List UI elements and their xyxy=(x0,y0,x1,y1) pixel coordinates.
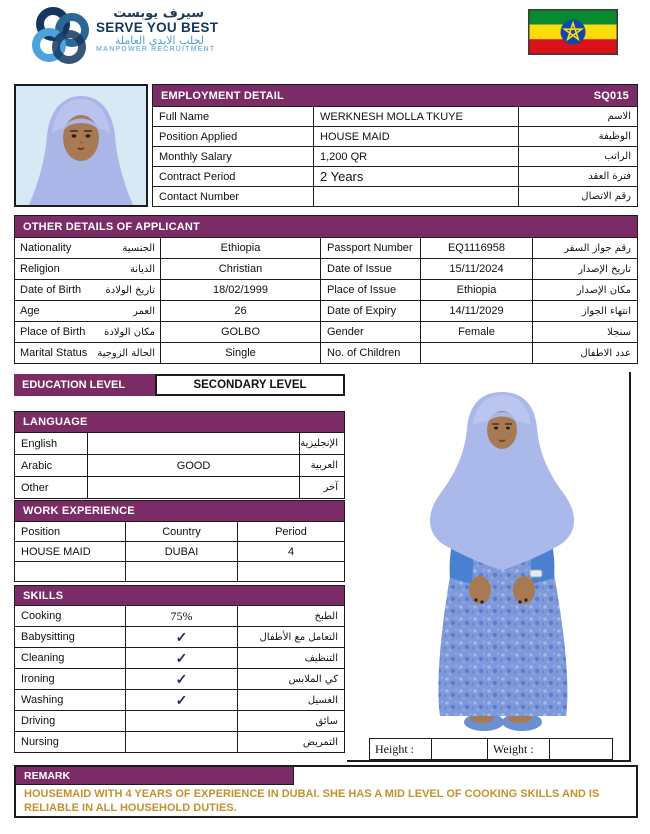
work-experience-section xyxy=(14,500,345,582)
table-row xyxy=(15,542,345,562)
logo-arabic-title: سيرف يوبست xyxy=(113,6,204,21)
field-value-2: Female xyxy=(421,322,533,343)
other-details-header xyxy=(14,215,638,237)
table-header-row xyxy=(15,522,345,542)
table-row xyxy=(15,627,345,648)
skills-title: SKILLS xyxy=(23,589,64,602)
remark-header: REMARK xyxy=(16,767,294,785)
skill-label: Cleaning xyxy=(15,648,126,669)
skill-checkmark: ✓ xyxy=(126,648,238,669)
table-row xyxy=(15,669,345,690)
ethiopia-flag xyxy=(528,9,618,55)
table-row xyxy=(370,739,613,760)
table-row xyxy=(15,732,345,753)
field-value: WERKNESH MOLLA TKUYE xyxy=(314,107,519,127)
field-label-en: Age xyxy=(20,305,40,317)
language-section xyxy=(14,411,345,499)
field-label: Full Name xyxy=(153,107,314,127)
field-value-2: Ethiopia xyxy=(421,280,533,301)
table-row xyxy=(15,562,345,582)
language-title: LANGUAGE xyxy=(23,416,88,428)
field-label xyxy=(15,301,161,322)
field-label: Contract Period xyxy=(153,167,314,187)
table-row xyxy=(153,127,638,147)
field-label: Position Applied xyxy=(153,127,314,147)
skill-value xyxy=(126,732,238,753)
field-value: GOOD xyxy=(88,455,300,477)
field-label-en: Nationality xyxy=(20,242,72,254)
field-value-2: 15/11/2024 xyxy=(421,259,533,280)
skill-label-arabic: التنظيف xyxy=(238,648,345,669)
field-label xyxy=(15,238,161,259)
experience-country: DUBAI xyxy=(126,542,238,562)
skill-value xyxy=(126,711,238,732)
table-row xyxy=(15,301,638,322)
field-value: Christian xyxy=(161,259,321,280)
skill-label: Nursing xyxy=(15,732,126,753)
table-row xyxy=(15,259,638,280)
language-table xyxy=(14,432,345,499)
table-row xyxy=(15,477,345,499)
experience-position xyxy=(15,562,126,582)
table-row xyxy=(15,322,638,343)
table-row xyxy=(15,238,638,259)
experience-position: HOUSE MAID xyxy=(15,542,126,562)
field-label-ar: الحالة الزوجية xyxy=(97,347,155,359)
field-label-arabic: آخر xyxy=(300,477,345,499)
field-label-arabic: فترة العقد xyxy=(519,167,638,187)
field-value-2: EQ1116958 xyxy=(421,238,533,259)
skill-label-arabic: الطبخ xyxy=(238,606,345,627)
field-label-2-arabic: سنجلا xyxy=(533,322,638,343)
skill-checkmark: ✓ xyxy=(126,690,238,711)
experience-period xyxy=(238,562,345,582)
field-label: English xyxy=(15,433,88,455)
field-label-2: No. of Children xyxy=(321,343,421,364)
field-label-2: Gender xyxy=(321,322,421,343)
field-label: Arabic xyxy=(15,455,88,477)
field-value: GOLBO xyxy=(161,322,321,343)
skill-label-arabic: كي الملابس xyxy=(238,669,345,690)
field-label: Other xyxy=(15,477,88,499)
experience-country xyxy=(126,562,238,582)
column-header-period: Period xyxy=(238,522,345,542)
employment-detail-header xyxy=(152,84,638,106)
field-label-arabic: الاسم xyxy=(519,107,638,127)
field-value: 26 xyxy=(161,301,321,322)
field-label-en: Marital Status xyxy=(20,347,88,359)
work-experience-title: WORK EXPERIENCE xyxy=(23,505,135,517)
table-row xyxy=(153,187,638,207)
field-label-arabic: الوظيفة xyxy=(519,127,638,147)
other-details-section xyxy=(14,215,638,364)
skill-checkmark: ✓ xyxy=(126,669,238,690)
other-details-table xyxy=(14,237,638,364)
field-label-ar: الديانة xyxy=(129,263,155,275)
education-level-section xyxy=(14,374,345,396)
skill-value: 75% xyxy=(126,606,238,627)
skill-label: Ironing xyxy=(15,669,126,690)
field-value: 18/02/1999 xyxy=(161,280,321,301)
table-row xyxy=(153,147,638,167)
skills-section xyxy=(14,585,345,753)
field-value: Single xyxy=(161,343,321,364)
skill-label: Washing xyxy=(15,690,126,711)
skill-label: Driving xyxy=(15,711,126,732)
field-label-ar: العمر xyxy=(133,305,155,317)
table-row xyxy=(153,107,638,127)
table-row xyxy=(15,343,638,364)
field-value: 2 Years xyxy=(314,167,519,187)
field-label xyxy=(15,322,161,343)
skill-label-arabic: الغسيل xyxy=(238,690,345,711)
field-label-ar: تاريخ الولادة xyxy=(105,284,155,296)
language-header xyxy=(14,411,345,432)
field-label-ar: الجنسية xyxy=(122,242,155,254)
field-label-2-arabic: مكان الإصدار xyxy=(533,280,638,301)
table-row xyxy=(15,280,638,301)
skill-label: Cooking xyxy=(15,606,126,627)
employment-detail-title: EMPLOYMENT DETAIL xyxy=(161,89,284,102)
field-value xyxy=(88,477,300,499)
field-label-2: Date of Expiry xyxy=(321,301,421,322)
cv-code: SQ015 xyxy=(593,89,629,102)
field-label xyxy=(15,343,161,364)
field-value: Ethiopia xyxy=(161,238,321,259)
field-label-2: Passport Number xyxy=(321,238,421,259)
field-label-en: Religion xyxy=(20,263,60,275)
remark-text: HOUSEMAID WITH 4 YEARS OF EXPERIENCE IN DUBAI. SHE HAS A MID LEVEL OF COOKING SKILLS AND IS RELIABLE IN ALL HOUSEHOLD DUTIES. xyxy=(24,788,600,814)
table-row xyxy=(15,711,345,732)
field-label-en: Date of Birth xyxy=(20,284,82,296)
column-header-country: Country xyxy=(126,522,238,542)
table-row xyxy=(15,433,345,455)
height-value xyxy=(432,739,488,760)
logo-title: SERVE YOU BEST xyxy=(96,19,219,35)
work-experience-table xyxy=(14,521,345,582)
height-label: Height : xyxy=(370,739,432,760)
field-label-arabic: الراتب xyxy=(519,147,638,167)
weight-value xyxy=(550,739,613,760)
skills-header xyxy=(14,585,345,605)
measurements-table xyxy=(369,738,613,760)
skill-label-arabic: سائق xyxy=(238,711,345,732)
skill-checkmark: ✓ xyxy=(126,627,238,648)
field-label-en: Place of Birth xyxy=(20,326,86,338)
logo-arabic-subtitle: لجلب الايدي العاملة xyxy=(114,33,204,47)
field-label-2: Place of Issue xyxy=(321,280,421,301)
field-label-2-arabic: عدد الاطفال xyxy=(533,343,638,364)
experience-period: 4 xyxy=(238,542,345,562)
field-value xyxy=(88,433,300,455)
table-row xyxy=(15,606,345,627)
work-experience-header xyxy=(14,500,345,521)
table-row xyxy=(15,648,345,669)
education-level-value: SECONDARY LEVEL xyxy=(155,374,345,396)
field-label-arabic: رقم الاتصال xyxy=(519,187,638,207)
employment-detail-table xyxy=(152,106,638,207)
field-value: 1,200 QR xyxy=(314,147,519,167)
logo-subtitle: MANPOWER RECRUITMENT xyxy=(96,46,216,54)
skill-label: Babysitting xyxy=(15,627,126,648)
field-label-2-arabic: رقم جواز السفر xyxy=(533,238,638,259)
skill-label-arabic: التمريض xyxy=(238,732,345,753)
field-label-2-arabic: انتهاء الجواز xyxy=(533,301,638,322)
field-value-2 xyxy=(421,343,533,364)
full-body-photo xyxy=(388,388,616,736)
skill-label-arabic: التعامل مع الأطفال xyxy=(238,627,345,648)
field-label-ar: مكان الولادة xyxy=(104,326,155,338)
field-value-2: 14/11/2029 xyxy=(421,301,533,322)
other-details-title: OTHER DETAILS OF APPLICANT xyxy=(23,220,200,233)
field-label-2-arabic: تاريخ الإصدار xyxy=(533,259,638,280)
field-label: Contact Number xyxy=(153,187,314,207)
table-row xyxy=(15,455,345,477)
field-value xyxy=(314,187,519,207)
field-label-2: Date of Issue xyxy=(321,259,421,280)
skills-table xyxy=(14,605,345,753)
agency-logo-text xyxy=(96,6,219,54)
agency-logo-icon xyxy=(26,4,96,66)
table-row xyxy=(15,690,345,711)
weight-label: Weight : xyxy=(488,739,550,760)
column-header-position: Position xyxy=(15,522,126,542)
field-label-arabic: الإنجليزية xyxy=(300,433,345,455)
portrait-photo xyxy=(14,84,148,207)
field-value: HOUSE MAID xyxy=(314,127,519,147)
table-row xyxy=(153,167,638,187)
field-label xyxy=(15,259,161,280)
remark-section xyxy=(14,765,638,818)
education-level-label: EDUCATION LEVEL xyxy=(14,374,155,396)
field-label: Monthly Salary xyxy=(153,147,314,167)
field-label-arabic: العربية xyxy=(300,455,345,477)
employment-detail-section xyxy=(152,84,638,207)
field-label xyxy=(15,280,161,301)
